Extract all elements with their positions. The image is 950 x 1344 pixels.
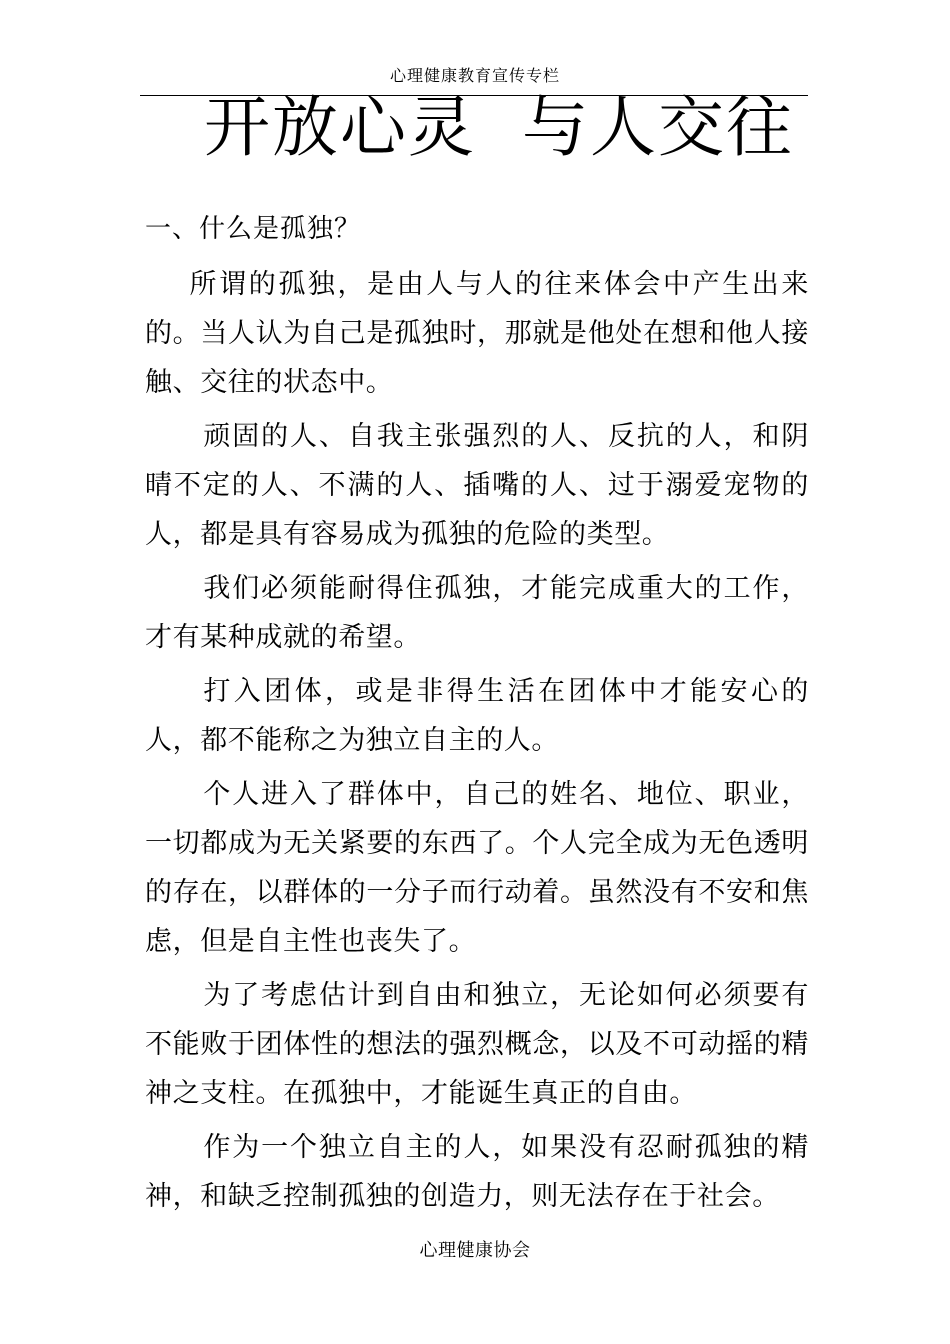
page-title: 开放心灵 与人交往 [204,89,794,166]
paragraph: 我们必须能耐得住孤独，才能完成重大的工作，才有某种成就的希望。 [145,573,809,653]
section-heading: 一、什么是孤独？ [145,214,362,244]
page-footer: 心理健康协会 [419,1240,531,1261]
body-text [145,260,809,1226]
paragraph: 打入团体，或是非得生活在团体中才能安心的人，都不能称之为独立自主的人。 [145,676,809,756]
paragraph: 个人进入了群体中，自己的姓名、地位、职业，一切都成为无关紧要的东西了。个人完全成为无色透明的存在，以群体的一分子而行动着。虽然没有不安和焦虑，但是自主性也丧失了。 [145,779,809,957]
paragraph: 为了考虑估计到自由和独立，无论如何必须要有不能败于团体性的想法的强烈概念，以及不可动摇的精神之支柱。在孤独中，才能诞生真正的自由。 [145,980,809,1109]
paragraph: 所谓的孤独，是由人与人的往来体会中产生出来的。当人认为自己是孤独时，那就是他处在想和他人接触、交往的状态中。 [145,269,809,398]
paragraph: 作为一个独立自主的人，如果没有忍耐孤独的精神，和缺乏控制孤独的创造力，则无法存在于社会。 [145,1132,809,1212]
page-header: 心理健康教育宣传专栏 [389,66,560,85]
paragraph: 顽固的人、自我主张强烈的人、反抗的人，和阴晴不定的人、不满的人、插嘴的人、过于溺爱宠物的人，都是具有容易成为孤独的危险的类型。 [145,421,809,550]
